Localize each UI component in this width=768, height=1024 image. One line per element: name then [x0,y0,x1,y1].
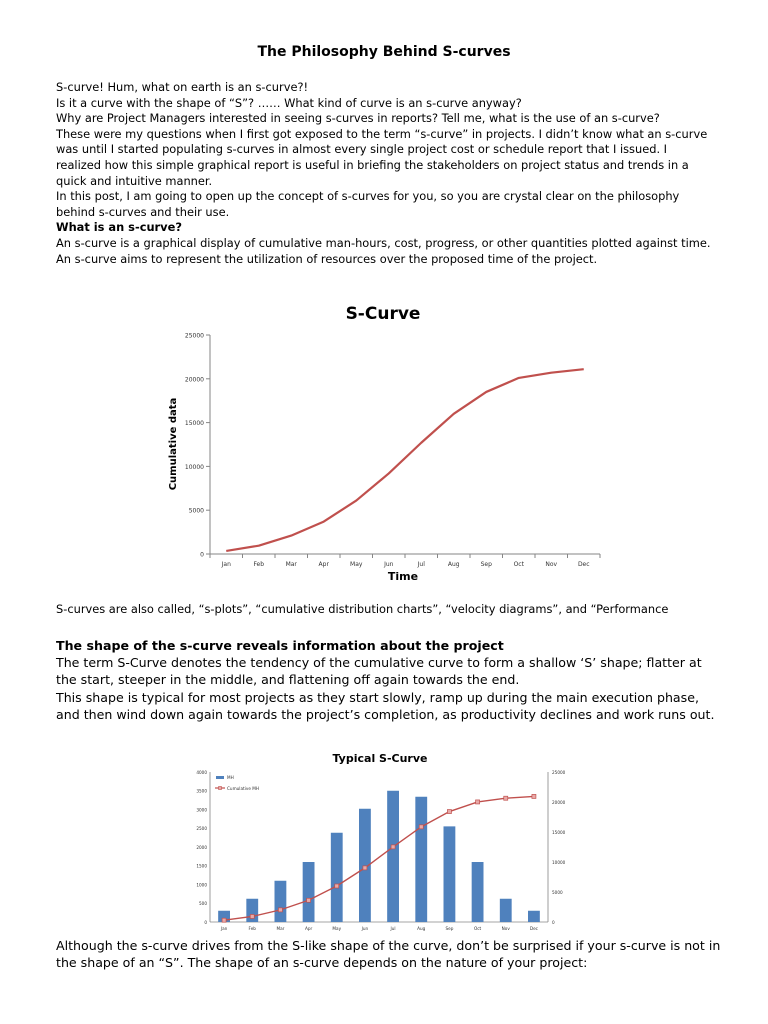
x-tick-label: Mar [276,926,285,931]
cumulative-point [363,866,367,870]
s-curve-chart-svg [140,290,626,590]
x-tick-label: Feb [248,926,256,931]
x-tick-label: Dec [529,926,538,931]
text-line: was until I started populating s-curves in almost every single project cost or schedule report that I issued. I [56,142,668,157]
section-heading-what: What is an s-curve? [56,220,182,235]
x-tick-label: Feb [253,561,265,568]
legend-marker-cumulative [219,787,222,790]
x-tick-label: Mar [285,561,297,568]
legend-swatch-mh [216,776,224,779]
left-y-tick-label: 2500 [196,826,207,832]
x-tick-label: Aug [447,561,460,568]
text-line: These were my questions when I first got exposed to the term “s-curve” in projects. I didn’t know what an s-curve [56,126,708,141]
x-tick-label: Jun [361,926,369,931]
y-tick-label: 0 [200,551,204,559]
cumulative-line [224,796,534,920]
bar-mh [528,911,540,922]
page-title: The Philosophy Behind S-curves [257,44,511,60]
intro-paragraph [56,80,726,267]
text-line: the start, steeper in the middle, and flattening off again towards the end. [56,672,520,688]
closing-paragraph [56,937,726,971]
right-y-tick-label: 20000 [552,799,566,805]
x-tick-label: Sep [445,926,454,931]
right-y-tick-label: 0 [552,919,555,925]
cumulative-point [222,918,226,922]
left-y-tick-label: 3000 [196,807,207,813]
cumulative-point [307,898,311,902]
text-line: behind s-curves and their use. [56,204,230,219]
text-line: the shape of an “S”. The shape of an s-curve depends on the nature of your project: [56,955,588,971]
cumulative-point [250,914,254,918]
legend-label-mh: MH [227,775,234,780]
y-tick-label: 5000 [188,507,204,515]
bar-mh [387,791,399,922]
x-tick-label: Oct [513,561,524,568]
text-line: S-curve! Hum, what on earth is an s-curve?! [56,80,309,94]
text-line: and then wind down again towards the project’s completion, as productivity declines and work runs out. [56,706,715,722]
x-tick-label: May [350,561,363,568]
text-line: quick and intuitive manner. [56,173,213,188]
chart-title: Typical S-Curve [332,752,428,765]
x-tick-label: Aug [417,926,426,931]
left-y-tick-label: 500 [199,901,207,907]
right-y-tick-label: 25000 [552,769,566,775]
cumulative-point [419,825,423,829]
section-heading-shape: The shape of the s-curve reveals information about the project [56,638,504,653]
x-tick-label: Oct [473,926,482,931]
cumulative-point [447,810,451,814]
x-tick-label: Jul [390,926,396,931]
bar-mh [444,826,456,922]
x-tick-label: Jan [220,926,228,931]
y-tick-label: 20000 [184,376,204,384]
text-line: Is it a curve with the shape of “S”? …… What kind of curve is an s-curve anyway? [56,95,522,110]
x-tick-label: Nov [501,926,510,931]
right-y-tick-label: 15000 [552,829,566,835]
y-tick-label: 25000 [184,332,204,340]
x-tick-label: Jul [417,561,425,568]
cumulative-point [504,796,508,800]
cumulative-point [335,884,339,888]
chart-title: S-Curve [345,304,421,324]
typical-s-curve-chart-svg [190,746,580,934]
legend-label-cumulative: Cumulative MH [227,786,259,791]
x-tick-label: Apr [318,561,329,568]
text-line: An s-curve is a graphical display of cumulative man-hours, cost, progress, or other quantities plotted against time. [56,235,711,250]
x-tick-label: Jun [384,561,394,568]
cumulative-point [532,794,536,798]
bar-mh [472,862,484,922]
x-tick-label: Sep [480,561,492,568]
x-tick-label: Dec [577,561,590,568]
cumulative-point [278,908,282,912]
bar-mh [415,797,427,922]
bar-mh [303,862,315,922]
left-y-tick-label: 3500 [196,788,207,794]
cumulative-point [476,800,480,804]
bar-mh [275,881,287,922]
text-line: This shape is typical for most projects as they start slowly, ramp up during the main execution phase, [56,689,699,705]
bar-mh [331,833,343,922]
x-axis-label: Time [387,570,419,583]
left-y-tick-label: 0 [204,919,207,925]
y-axis-label: Cumulative data [168,397,179,491]
text-line: An s-curve aims to represent the utilization of resources over the proposed time of the project. [56,251,598,266]
x-tick-label: Apr [304,926,313,931]
shape-section [56,637,726,723]
bar-mh [500,899,512,922]
text-line: Why are Project Managers interested in seeing s-curves in reports? Tell me, what is the use of an s-curve? [56,111,660,126]
left-y-tick-label: 1000 [196,882,207,888]
text-line: In this post, I am going to open up the concept of s-curves for you, so you are crystal clear on the philosophy [56,189,680,204]
cumulative-point [391,845,395,849]
y-tick-label: 15000 [184,420,204,428]
left-y-tick-label: 2000 [196,844,207,850]
left-y-tick-label: 4000 [196,769,207,775]
y-tick-label: 10000 [184,463,204,471]
text-line: Although the s-curve drives from the S-like shape of the curve, don’t be surprised if your s-curve is not in [56,938,721,953]
text-line: The term S-Curve denotes the tendency of the cumulative curve to form a shallow ‘S’ shape; flatter at [56,655,702,671]
also-called-line: S-curves are also called, “s-plots”, “cumulative distribution charts”, “velocity diagrams”, and “Performance [56,602,669,616]
x-tick-label: May [332,926,342,931]
typical-s-curve-chart [190,746,580,934]
right-y-tick-label: 10000 [552,859,566,865]
series-line [226,369,584,551]
x-tick-label: Nov [545,561,558,568]
left-y-tick-label: 1500 [196,863,207,869]
s-curve-chart [140,290,626,590]
x-tick-label: Jan [221,561,231,568]
right-y-tick-label: 5000 [552,889,563,895]
text-line: realized how this simple graphical report is useful in briefing the stakeholders on project status and trends in a [56,157,689,172]
